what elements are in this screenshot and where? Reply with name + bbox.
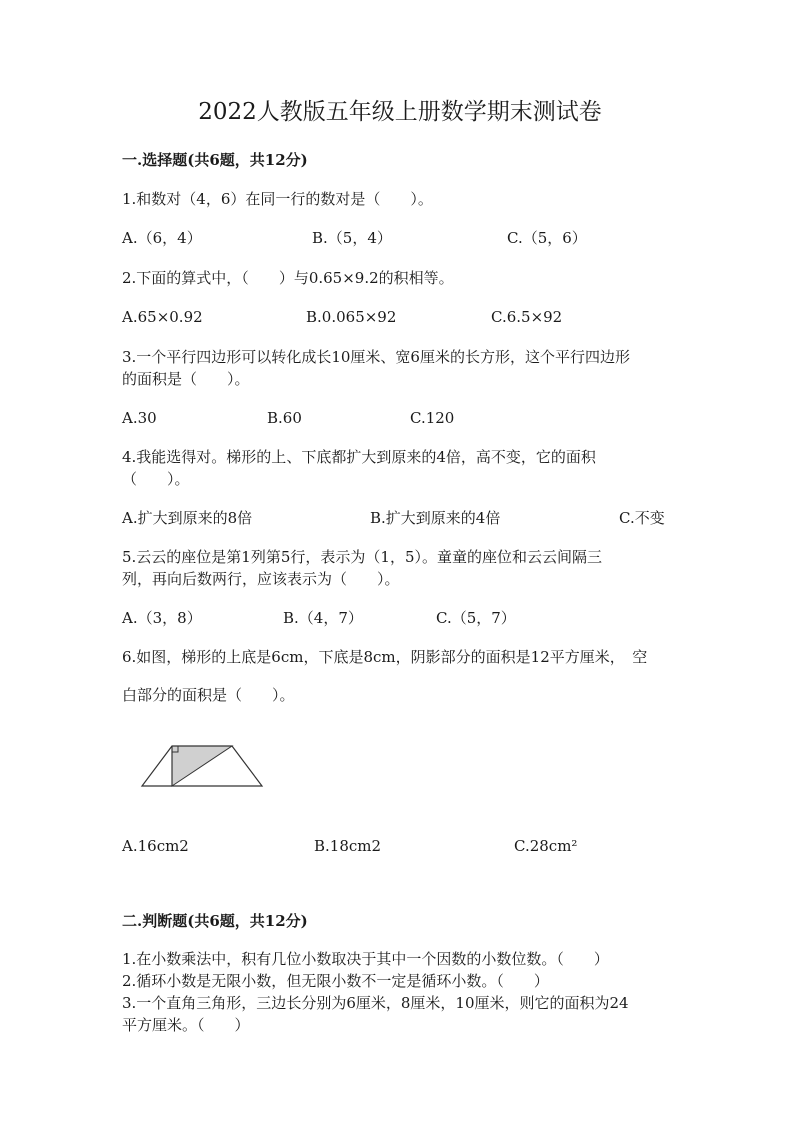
question-6-line-1: 6.如图，梯形的上底是6cm，下底是8cm，阴影部分的面积是12平方厘米， 空 [122, 648, 648, 666]
question-4-line-1: 4.我能选得对。梯形的上、下底都扩大到原来的4倍，高不变，它的面积 [122, 448, 596, 466]
q3-option-c: C.120 [410, 409, 455, 427]
judge-question-3-line-2: 平方厘米。（ ） [122, 1016, 250, 1034]
q1-option-c: C.（5，6） [507, 229, 587, 247]
judge-question-1: 1.在小数乘法中，积有几位小数取决于其中一个因数的小数位数。（ ） [122, 950, 609, 968]
page-title: 2022人教版五年级上册数学期末测试卷 [198, 99, 602, 125]
judge-question-3-line-1: 3.一个直角三角形，三边长分别为6厘米，8厘米，10厘米，则它的面积为24 [122, 994, 629, 1012]
q5-option-a: A.（3，8） [122, 609, 202, 627]
trapezoid-figure [140, 740, 270, 792]
q4-option-b: B.扩大到原来的4倍 [370, 509, 501, 527]
q6-option-b: B.18cm2 [314, 837, 382, 855]
q1-option-b: B.（5，4） [312, 229, 392, 247]
question-5-line-1: 5.云云的座位是第1列第5行，表示为（1，5）。童童的座位和云云间隔三 [122, 548, 602, 566]
q5-option-c: C.（5，7） [436, 609, 516, 627]
q6-option-c: C.28cm² [514, 837, 578, 855]
shaded-triangle [172, 746, 232, 786]
question-5-line-2: 列，再向后数两行，应该表示为（ ）。 [122, 570, 400, 588]
q2-option-b: B.0.065×92 [306, 308, 397, 326]
question-3-line-2: 的面积是（ ）。 [122, 370, 250, 388]
judge-question-2: 2.循环小数是无限小数，但无限小数不一定是循环小数。（ ） [122, 972, 549, 990]
section-heading-judgement: 二.判断题(共6题，共12分) [122, 912, 308, 930]
question-1: 1.和数对（4，6）在同一行的数对是（ ）。 [122, 190, 433, 208]
q6-option-a: A.16cm2 [122, 837, 189, 855]
question-4-line-2: （ ）。 [122, 470, 190, 488]
q3-option-a: A.30 [122, 409, 157, 427]
q2-option-c: C.6.5×92 [491, 308, 563, 326]
question-3-line-1: 3.一个平行四边形可以转化成长10厘米、宽6厘米的长方形，这个平行四边形 [122, 348, 630, 366]
q2-option-a: A.65×0.92 [122, 308, 203, 326]
question-6-line-2: 白部分的面积是（ ）。 [122, 686, 295, 704]
question-2: 2.下面的算式中，（ ）与0.65×9.2的积相等。 [122, 269, 454, 287]
q5-option-b: B.（4，7） [283, 609, 363, 627]
q4-option-c: C.不变 [619, 509, 665, 527]
section-heading-choice: 一.选择题(共6题，共12分) [122, 151, 308, 169]
q3-option-b: B.60 [267, 409, 302, 427]
q1-option-a: A.（6，4） [122, 229, 202, 247]
q4-option-a: A.扩大到原来的8倍 [122, 509, 253, 527]
